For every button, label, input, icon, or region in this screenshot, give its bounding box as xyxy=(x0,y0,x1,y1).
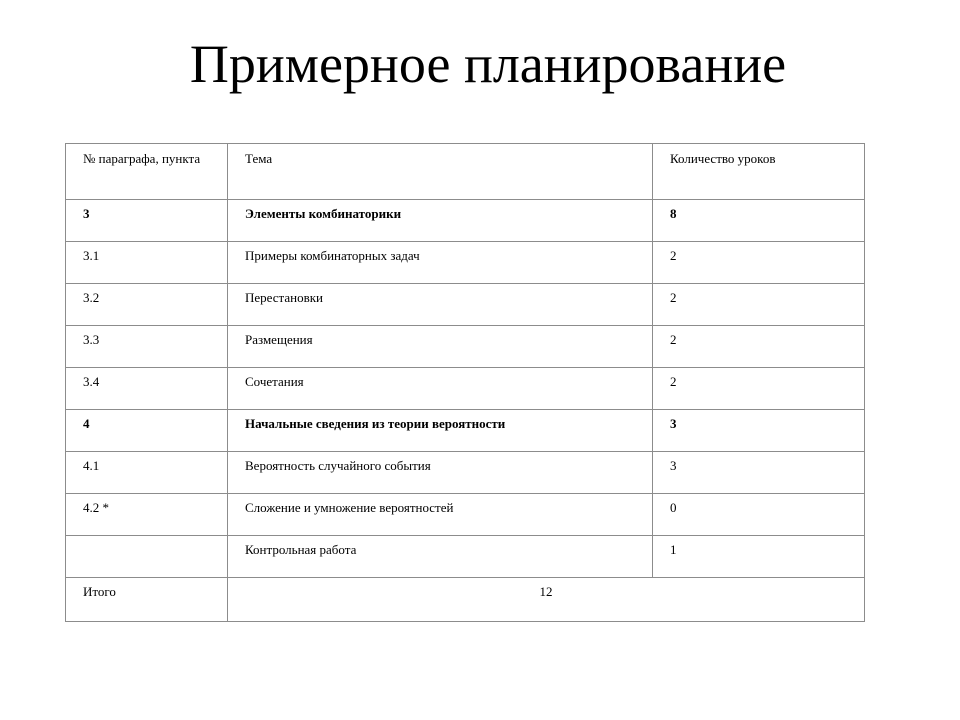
lesson-count-cell: 1 xyxy=(653,536,865,578)
topic-cell: Вероятность случайного события xyxy=(228,452,653,494)
lesson-count-cell: 3 xyxy=(653,452,865,494)
table-row xyxy=(66,368,865,410)
header-topic: Тема xyxy=(228,144,653,200)
lesson-count-cell: 0 xyxy=(653,494,865,536)
topic-cell: Примеры комбинаторных задач xyxy=(228,242,653,284)
topic-cell: Элементы комбинаторики xyxy=(228,200,653,242)
total-label: Итого xyxy=(66,578,228,622)
table-row xyxy=(66,242,865,284)
topic-cell: Перестановки xyxy=(228,284,653,326)
topic-cell: Контрольная работа xyxy=(228,536,653,578)
table-row xyxy=(66,284,865,326)
table-row xyxy=(66,536,865,578)
header-paragraph-number: № параграфа, пункта xyxy=(66,144,228,200)
table-header-row xyxy=(66,144,865,200)
topic-cell: Сложение и умножение вероятностей xyxy=(228,494,653,536)
total-value: 12 xyxy=(228,578,865,622)
table-row xyxy=(66,200,865,242)
paragraph-number-cell: 3.2 xyxy=(66,284,228,326)
lesson-count-cell: 2 xyxy=(653,284,865,326)
paragraph-number-cell: 4.1 xyxy=(66,452,228,494)
paragraph-number-cell: 4 xyxy=(66,410,228,452)
table-row xyxy=(66,452,865,494)
paragraph-number-cell: 3.1 xyxy=(66,242,228,284)
lesson-count-cell: 8 xyxy=(653,200,865,242)
paragraph-number-cell: 4.2 * xyxy=(66,494,228,536)
planning-table xyxy=(65,143,865,622)
table-row xyxy=(66,494,865,536)
lesson-count-cell: 2 xyxy=(653,326,865,368)
table-row xyxy=(66,326,865,368)
total-row xyxy=(66,578,865,622)
page-title: Примерное планирование xyxy=(189,34,787,94)
topic-cell: Сочетания xyxy=(228,368,653,410)
paragraph-number-cell: 3 xyxy=(66,200,228,242)
lesson-count-cell: 2 xyxy=(653,368,865,410)
table-row xyxy=(66,410,865,452)
lesson-count-cell: 2 xyxy=(653,242,865,284)
lesson-count-cell: 3 xyxy=(653,410,865,452)
topic-cell: Начальные сведения из теории вероятности xyxy=(228,410,653,452)
topic-cell: Размещения xyxy=(228,326,653,368)
paragraph-number-cell: 3.4 xyxy=(66,368,228,410)
header-lesson-count: Количество уроков xyxy=(653,144,865,200)
paragraph-number-cell xyxy=(66,536,228,578)
paragraph-number-cell: 3.3 xyxy=(66,326,228,368)
